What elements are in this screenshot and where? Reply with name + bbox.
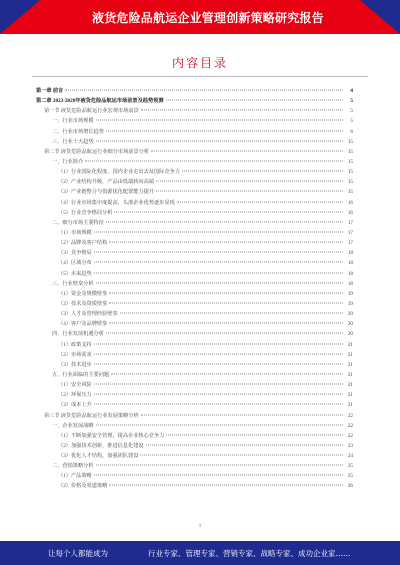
toc-leader-dots	[109, 323, 343, 324]
toc-entry-label: 三、行业壁垒分析	[52, 280, 94, 287]
toc-entry-label: （3）产业链整合与资源优化配置能力提升	[58, 189, 154, 196]
toc-leader-dots	[141, 414, 343, 415]
toc-leader-dots	[109, 485, 343, 486]
toc-entry-page: 17	[347, 240, 353, 247]
toc-entry[interactable]	[36, 390, 353, 400]
toc-entry-page: 15	[347, 158, 353, 165]
toc-leader-dots	[94, 475, 343, 476]
toc-entry-label: （4）客户及品牌壁垒	[58, 321, 108, 328]
toc-entry-label: （2）环保压力	[58, 392, 92, 399]
report-title: 液货危险品航运企业管理创新策略研究报告	[92, 11, 324, 25]
toc-leader-dots	[94, 262, 343, 263]
toc-leader-dots	[156, 191, 343, 192]
toc-divider	[32, 76, 368, 77]
toc-entry[interactable]	[36, 299, 353, 309]
toc-entry[interactable]	[36, 238, 353, 248]
toc-entry-page: 23	[347, 442, 353, 449]
toc-entry-page: 18	[347, 260, 353, 267]
toc-entry-label: 四、行业发展机遇分析	[52, 331, 104, 338]
toc-entry-page: 21	[347, 371, 353, 378]
toc-leader-dots	[177, 201, 343, 202]
toc-leader-dots	[94, 343, 343, 344]
toc-leader-dots	[166, 434, 343, 435]
toc-entry-page: 21	[347, 341, 353, 348]
toc-entry-page: 5	[350, 118, 353, 125]
toc-entry[interactable]	[36, 106, 353, 116]
toc-entry-label: （5）未来趋势	[58, 270, 92, 277]
toc-leader-dots	[146, 444, 343, 445]
toc-leader-dots	[182, 171, 343, 172]
toc-entry-page: 21	[347, 402, 353, 409]
toc-entry-label: （3）竞争格局	[58, 250, 92, 257]
toc-entry-label: （3）成本上升	[58, 402, 92, 409]
toc-entry-label: 五、行业面临的主要问题	[52, 371, 110, 378]
toc-entry-label: 三、行业十大趋势	[52, 138, 94, 145]
toc-entry-page: 15	[347, 169, 353, 176]
toc-entry-page: 15	[347, 179, 353, 186]
toc-entry[interactable]	[36, 269, 353, 279]
toc-entry-label: （1）安全风险	[58, 382, 92, 389]
toc-entry-page: 17	[347, 219, 353, 226]
toc-entry[interactable]	[36, 319, 353, 329]
toc-leader-dots	[96, 140, 343, 141]
toc-entry-page: 20	[347, 331, 353, 338]
toc-entry-page: 15	[347, 138, 353, 145]
toc-entry-page: 21	[347, 382, 353, 389]
toc-entry[interactable]	[36, 421, 353, 431]
toc-entry-label: （1）行业国际化程度，国内企业走出去及国际竞争力	[58, 169, 180, 176]
toc-entry[interactable]	[36, 279, 353, 289]
toc-entry-label: （1）政策支持	[58, 341, 92, 348]
toc-leader-dots	[94, 353, 343, 354]
toc-entry-page: 5	[350, 98, 353, 105]
toc-leader-dots	[94, 231, 343, 232]
toc-entry-label: 二、行业市场增长趋势	[52, 128, 104, 135]
toc-entry-page: 21	[347, 392, 353, 399]
toc-leader-dots	[106, 130, 343, 131]
toc-leader-dots	[94, 394, 343, 395]
toc-leader-dots	[96, 465, 343, 466]
report-header-bar	[0, 0, 400, 34]
toc-leader-dots	[120, 313, 343, 314]
toc-entry[interactable]	[36, 208, 353, 218]
toc-entry-label: 二、细分市场主要特征	[52, 219, 104, 226]
toc-entry-page: 25	[347, 473, 353, 480]
toc-entry-page: 22	[347, 412, 353, 419]
footer-bar	[0, 541, 400, 565]
toc-entry-label: （1）资金及规模壁垒	[58, 290, 108, 297]
toc-entry-page: 6	[350, 128, 353, 135]
toc-entry-page: 22	[347, 432, 353, 439]
toc-leader-dots	[151, 150, 343, 151]
toc-entry[interactable]	[36, 329, 353, 339]
toc-leader-dots	[109, 292, 343, 293]
toc-leader-dots	[96, 282, 343, 283]
toc-entry[interactable]	[36, 370, 353, 380]
toc-entry-page: 17	[347, 229, 353, 236]
toc-entry-page: 22	[347, 422, 353, 429]
toc-leader-dots	[140, 455, 343, 456]
toc-leader-dots	[94, 252, 343, 253]
toc-entry-page: 20	[347, 311, 353, 318]
footer-slogan-right: 行业专家、管理专家、营销专家、战略专家、成功企业家……	[148, 549, 351, 558]
toc-leader-dots	[166, 100, 343, 101]
toc-entry[interactable]	[36, 127, 353, 137]
toc-entry-page: 25	[347, 463, 353, 470]
toc-entry-label: （3）技术进步	[58, 361, 92, 368]
toc-entry-page: 21	[347, 351, 353, 358]
toc-entry-page: 18	[347, 270, 353, 277]
toc-leader-dots	[94, 384, 343, 385]
toc-entry-label: 第二章 2023-2028年液货危险品航运市场前景及趋势预测	[36, 98, 164, 105]
toc-entry-label: 一、行业简介	[52, 158, 84, 165]
toc-entry[interactable]	[36, 177, 353, 187]
toc-entry-label: （1）不断加强安全管理，提高企业核心竞争力	[58, 432, 165, 439]
toc-leader-dots	[106, 333, 343, 334]
toc-entry-label: 第一节 液货危险品航运行业宏观市场前景	[44, 108, 139, 115]
toc-leader-dots	[114, 211, 343, 212]
toc-entry[interactable]	[36, 309, 353, 319]
toc-entry[interactable]	[36, 471, 353, 481]
toc-entry-label: 一、企业发展战略	[52, 422, 94, 429]
toc-entry-page: 15	[347, 189, 353, 196]
toc-entry[interactable]	[36, 228, 353, 238]
toc-entry[interactable]	[36, 258, 353, 268]
toc-entry[interactable]	[36, 147, 353, 157]
toc-entry-page: 16	[347, 209, 353, 216]
toc-entry[interactable]	[36, 187, 353, 197]
toc-entry-label: 一、行业市场规模	[52, 118, 94, 125]
toc-leader-dots	[141, 110, 343, 111]
toc-leader-dots	[94, 363, 343, 364]
toc-leader-dots	[111, 373, 343, 374]
toc-entry[interactable]	[36, 289, 353, 299]
header-corner-left	[0, 0, 40, 34]
toc-leader-dots	[106, 221, 343, 222]
toc-entry[interactable]	[36, 86, 353, 96]
toc-entry-page: 24	[347, 453, 353, 460]
toc-entry-label: （3）优化人才结构，加强团队建设	[58, 453, 139, 460]
toc-leader-dots	[156, 181, 343, 182]
toc-entry-page: 5	[350, 108, 353, 115]
toc-entry[interactable]	[36, 400, 353, 410]
toc-entry[interactable]	[36, 360, 353, 370]
toc-entry[interactable]	[36, 198, 353, 208]
toc-entry[interactable]	[36, 451, 353, 461]
toc-entry[interactable]	[36, 137, 353, 147]
footer-slogan-left: 让每个人都能成为	[48, 549, 108, 558]
toc-leader-dots	[109, 242, 343, 243]
header-corner-right	[360, 0, 400, 34]
toc-entry-label: （2）产业结构升级，产品由低端转向高端	[58, 179, 154, 186]
toc-entry-label: （4）区域分布	[58, 260, 92, 267]
toc-entry-label: 第二节 液货危险品航运行业细分市场前景分析	[44, 148, 150, 155]
toc-entry-page: 15	[347, 148, 353, 155]
toc-leader-dots	[94, 272, 343, 273]
toc-entry-label: （4）行业市场集中度提高，头部企业优势逐步显现	[58, 199, 175, 206]
toc-entry[interactable]	[36, 411, 353, 421]
page-number: 1	[198, 524, 202, 529]
toc-entry[interactable]	[36, 248, 353, 258]
toc-entry[interactable]	[36, 116, 353, 126]
toc-entry-page: 20	[347, 321, 353, 328]
toc-entry[interactable]	[36, 481, 353, 491]
toc-entry-page: 21	[347, 361, 353, 368]
toc-entry-page: 19	[347, 290, 353, 297]
toc-entry-label: （1）产品策略	[58, 473, 92, 480]
toc-entry-page: 18	[347, 280, 353, 287]
toc-entry-label: （2）价格及渠道策略	[58, 483, 108, 490]
toc-entry-label: 二、营销策略分析	[52, 463, 94, 470]
toc-leader-dots	[96, 120, 343, 121]
toc-entry-page: 19	[347, 300, 353, 307]
toc-leader-dots	[94, 404, 343, 405]
toc-entry[interactable]	[36, 441, 353, 451]
toc-entry[interactable]	[36, 218, 353, 228]
toc-entry-label: （2）技术及资质壁垒	[58, 300, 108, 307]
table-of-contents	[36, 86, 353, 492]
toc-entry[interactable]	[36, 167, 353, 177]
toc-entry-label: （2）加强技术创新，推进信息化建设	[58, 442, 144, 449]
toc-leader-dots	[85, 160, 343, 161]
toc-entry-page: 26	[347, 483, 353, 490]
toc-entry[interactable]	[36, 350, 353, 360]
toc-leader-dots	[109, 302, 343, 303]
toc-leader-dots	[65, 90, 343, 91]
toc-entry[interactable]	[36, 461, 353, 471]
toc-entry-label: （1）市场规模	[58, 229, 92, 236]
toc-entry-label: 第三节 液货危险品航运行业发展策略分析	[44, 412, 139, 419]
toc-entry-label: （3）人才及管理经验壁垒	[58, 311, 118, 318]
toc-heading: 内容目录	[171, 56, 228, 70]
toc-entry-label: （2）品牌及客户结构	[58, 240, 108, 247]
toc-entry-label: （5）行业竞争格局分析	[58, 209, 113, 216]
toc-entry[interactable]	[36, 157, 353, 167]
toc-entry[interactable]	[36, 96, 353, 106]
toc-entry[interactable]	[36, 380, 353, 390]
toc-entry-page: 18	[347, 250, 353, 257]
toc-entry-label: （2）市场需求	[58, 351, 92, 358]
toc-entry[interactable]	[36, 340, 353, 350]
toc-entry-label: 第一章 前言	[36, 88, 64, 94]
toc-leader-dots	[96, 424, 343, 425]
toc-entry-page: 16	[347, 199, 353, 206]
toc-entry[interactable]	[36, 431, 353, 441]
toc-entry-page: 4	[350, 88, 353, 94]
